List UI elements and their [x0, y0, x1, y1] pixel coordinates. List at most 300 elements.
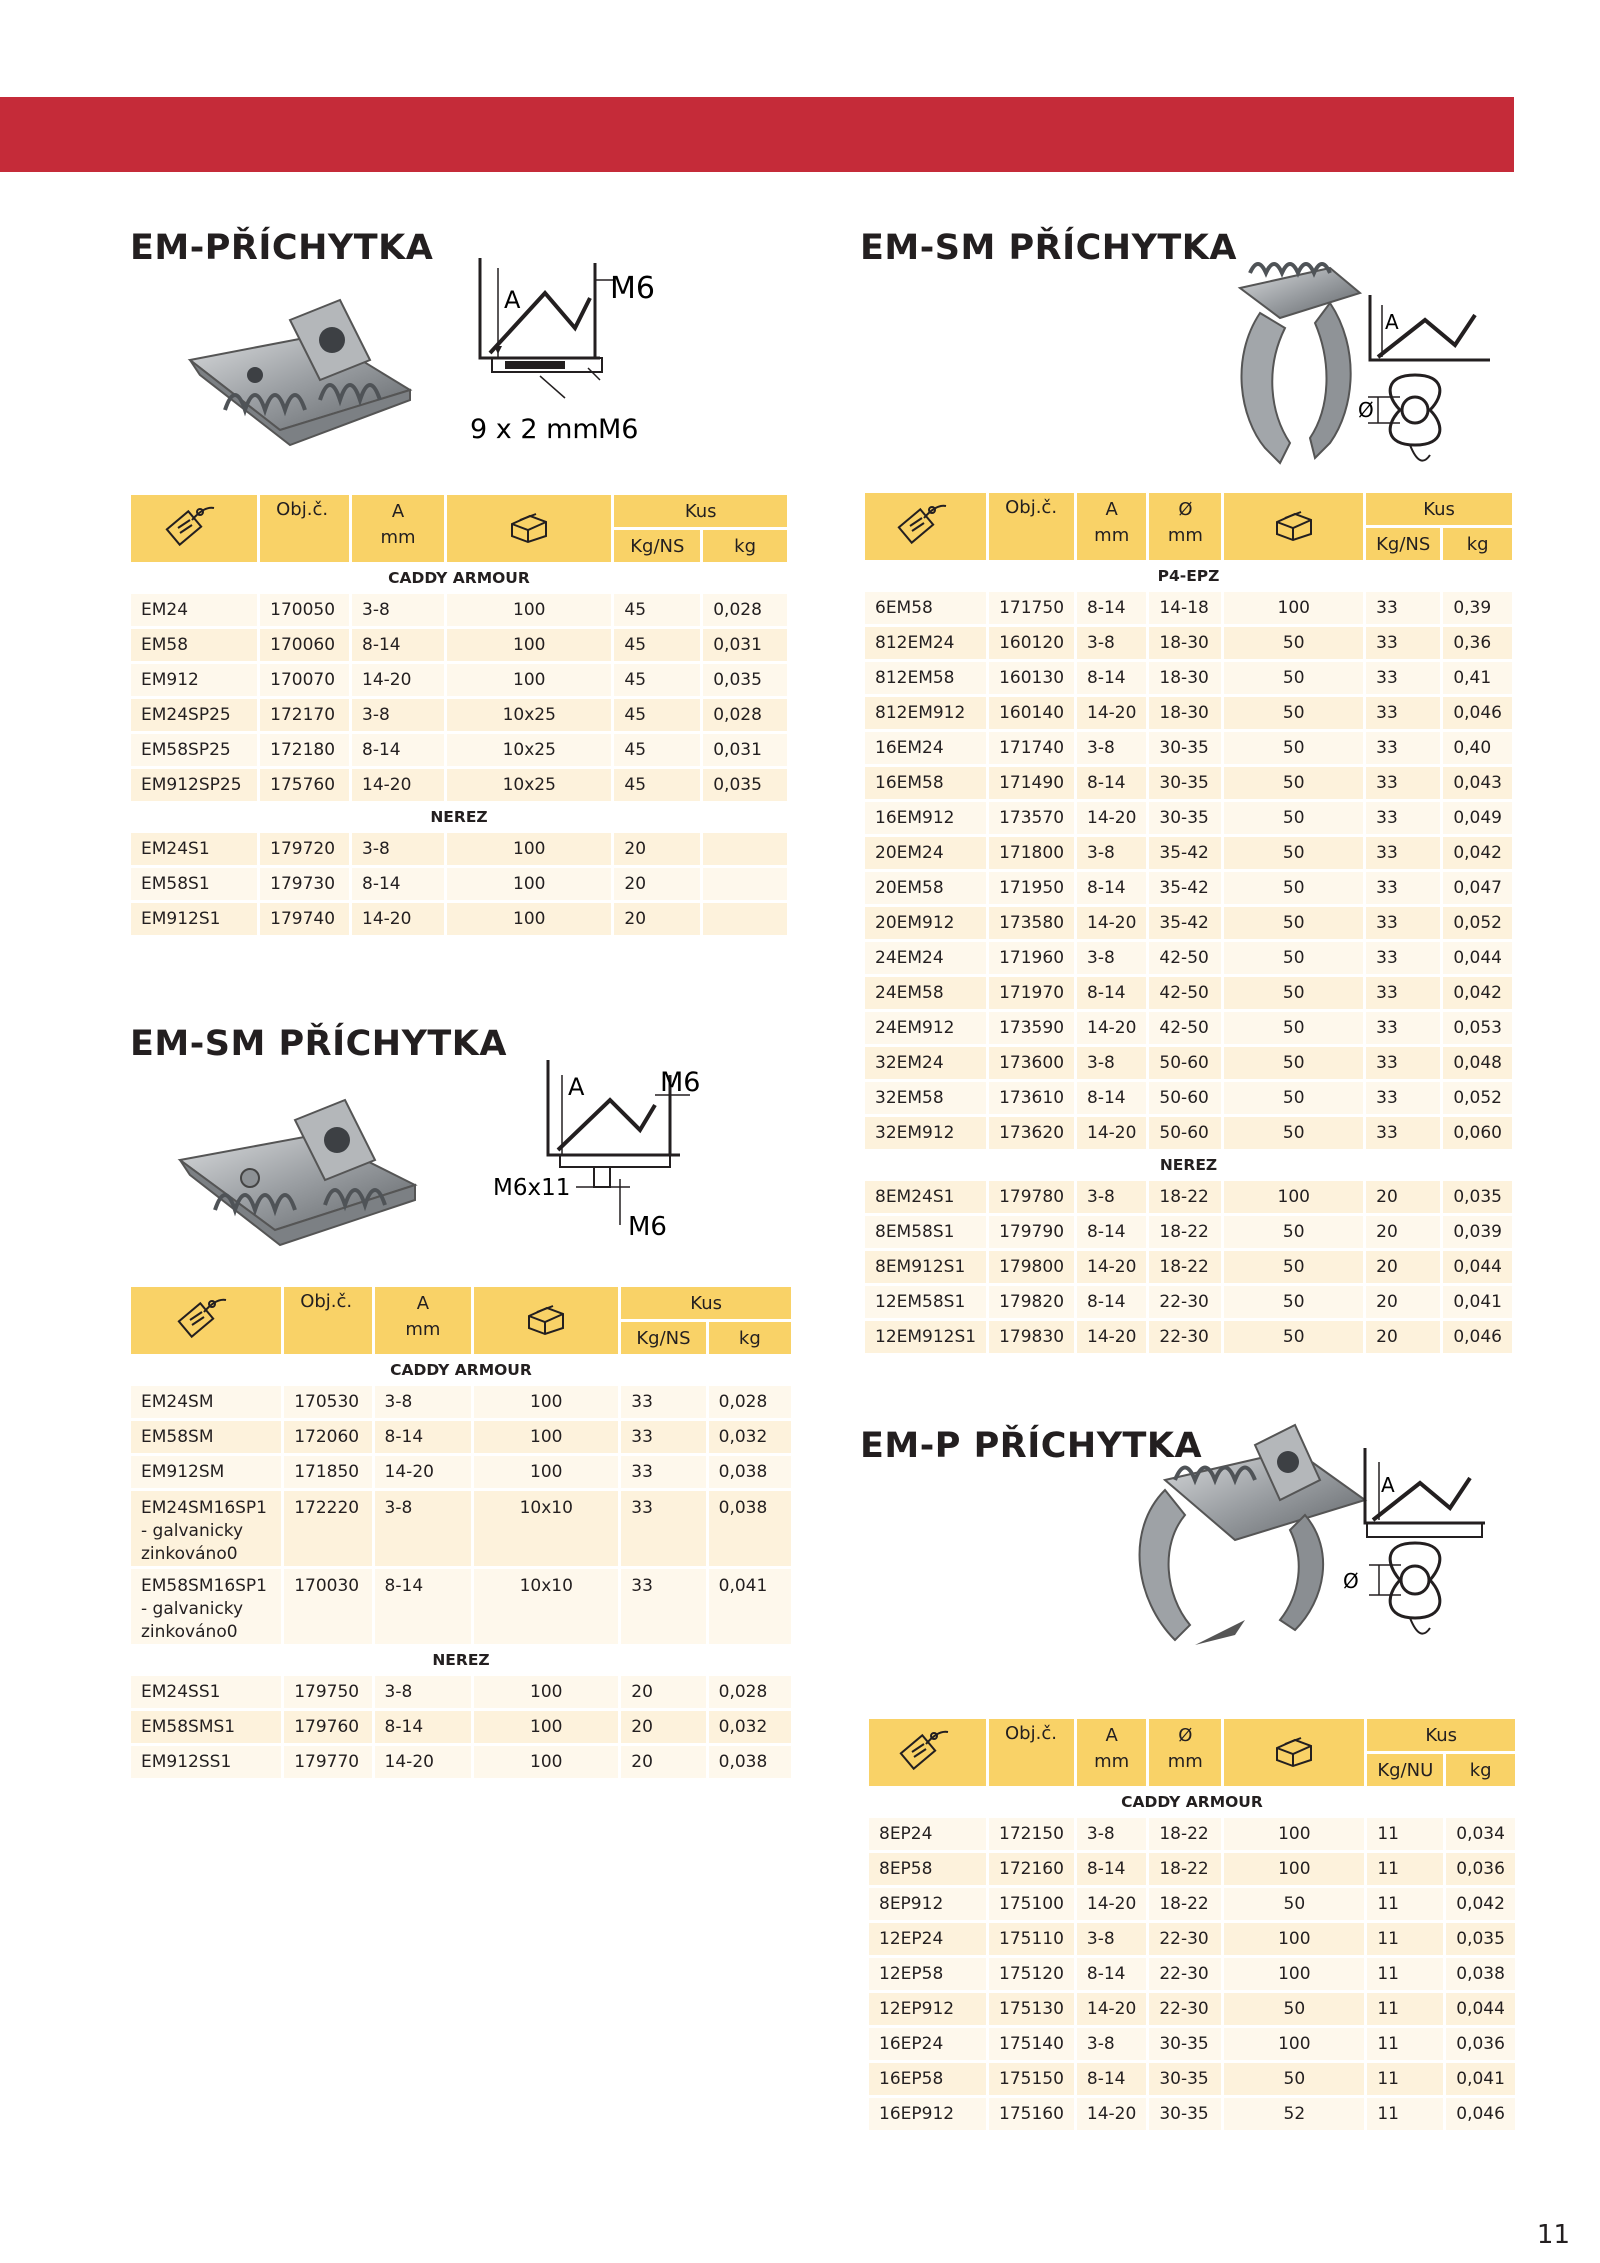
- table-row: [131, 1711, 791, 1743]
- table-cell: 179740: [260, 903, 349, 935]
- table-cell: 45: [614, 699, 700, 731]
- table-cell: 8-14: [1077, 1958, 1146, 1990]
- product-code-cell: EM912: [131, 664, 257, 696]
- table-cell: 50: [1224, 1251, 1363, 1283]
- table-cell: 11: [1367, 2063, 1443, 2095]
- col-obj: Obj.č.: [989, 493, 1074, 560]
- product-code-cell: EM58SM16SP1 - galvanicky zinkováno0: [131, 1569, 281, 1644]
- table-cell: 14-20: [1077, 1321, 1146, 1353]
- table-cell: 18-22: [1149, 1818, 1221, 1850]
- table-cell: 171970: [989, 977, 1074, 1009]
- table-cell: 50: [1224, 1888, 1364, 1920]
- table-row: [131, 1746, 791, 1778]
- product-code-cell: 24EM24: [865, 942, 986, 974]
- table-row: [865, 1321, 1512, 1353]
- table-cell: 3-8: [352, 594, 444, 626]
- table-cell: 0,038: [709, 1456, 791, 1488]
- product-code-cell: 32EM58: [865, 1082, 986, 1114]
- table-cell: 0,048: [1443, 1047, 1512, 1079]
- table-cell: 0,036: [1446, 1853, 1515, 1885]
- table-row: [865, 1181, 1512, 1213]
- tag-header-cell: [131, 1287, 281, 1354]
- product-code-cell: 812EM58: [865, 662, 986, 694]
- table-cell: 33: [1366, 1117, 1440, 1149]
- table-cell: 0,028: [709, 1676, 791, 1708]
- table-cell: 14-20: [1077, 802, 1146, 834]
- col-kus: Kus: [621, 1287, 791, 1319]
- table-cell: 18-22: [1149, 1216, 1221, 1248]
- product-code-cell: EM912S1: [131, 903, 257, 935]
- table-row: [865, 837, 1512, 869]
- table-cell: 0,042: [1446, 1888, 1515, 1920]
- table-cell: 14-20: [352, 664, 444, 696]
- product-code-cell: 12EM58S1: [865, 1286, 986, 1318]
- product-code-cell: EM58S1: [131, 868, 257, 900]
- product-code-cell: 16EM24: [865, 732, 986, 764]
- table-cell: 20: [1366, 1286, 1440, 1318]
- col-kg: kg: [1443, 528, 1512, 560]
- table-cell: 50: [1224, 767, 1363, 799]
- col-obj: Obj.č.: [260, 495, 349, 562]
- table-cell: 50-60: [1149, 1117, 1221, 1149]
- product-code-cell: 24EM58: [865, 977, 986, 1009]
- table-cell: 35-42: [1149, 907, 1221, 939]
- table-cell: 160120: [989, 627, 1074, 659]
- table-cell: 18-22: [1149, 1888, 1221, 1920]
- table-cell: 100: [474, 1746, 618, 1778]
- table-cell: 20: [1366, 1216, 1440, 1248]
- table-cell: 18-30: [1149, 662, 1221, 694]
- col-kg: kg: [709, 1322, 791, 1354]
- package-box-icon: [1271, 504, 1317, 544]
- svg-text:A: A: [504, 286, 521, 314]
- table-cell: 50: [1224, 1012, 1363, 1044]
- product-code-cell: 16EP912: [869, 2098, 986, 2130]
- svg-text:M6: M6: [610, 271, 655, 306]
- product-code-cell: 16EM58: [865, 767, 986, 799]
- table-cell: 8-14: [375, 1711, 472, 1743]
- col-a: A mm: [1077, 1719, 1146, 1786]
- table-cell: 33: [621, 1421, 705, 1453]
- table-cell: 172160: [989, 1853, 1074, 1885]
- table-cell: 179750: [284, 1676, 371, 1708]
- table-cell: 22-30: [1149, 1286, 1221, 1318]
- table-cell: 8-14: [375, 1421, 472, 1453]
- table-cell: 171490: [989, 767, 1074, 799]
- table-row: [869, 1958, 1515, 1990]
- table-cell: 3-8: [375, 1676, 472, 1708]
- table-cell: 10x25: [447, 699, 611, 731]
- product-code-cell: EM58: [131, 629, 257, 661]
- table-cell: 50: [1224, 977, 1363, 1009]
- table-cell: 0,41: [1443, 662, 1512, 694]
- table-row: [865, 1082, 1512, 1114]
- table-cell: 0,060: [1443, 1117, 1512, 1149]
- product-code-cell: EM24SS1: [131, 1676, 281, 1708]
- table-cell: 100: [447, 664, 611, 696]
- table-cell: 100: [1224, 1958, 1364, 1990]
- svg-text:A: A: [1385, 310, 1399, 334]
- table-cell: 179780: [989, 1181, 1074, 1213]
- table-cell: 10x10: [474, 1569, 618, 1644]
- table-cell: 33: [1366, 802, 1440, 834]
- table-cell: 11: [1367, 1853, 1443, 1885]
- table-cell: 0,044: [1443, 1251, 1512, 1283]
- table-cell: 0,035: [703, 664, 787, 696]
- table-cell: 0,046: [1446, 2098, 1515, 2130]
- table-cell: 11: [1367, 2098, 1443, 2130]
- table-cell: 0,038: [709, 1491, 791, 1566]
- product-code-cell: 20EM912: [865, 907, 986, 939]
- table-row: [131, 1421, 791, 1453]
- table-cell: 20: [621, 1676, 705, 1708]
- table-cell: 173600: [989, 1047, 1074, 1079]
- table-cell: 3-8: [1077, 1818, 1146, 1850]
- table-cell: 0,038: [709, 1746, 791, 1778]
- table-row: [131, 1676, 791, 1708]
- table-cell: 175100: [989, 1888, 1074, 1920]
- table-cell: 33: [621, 1386, 705, 1418]
- table-cell: 33: [1366, 732, 1440, 764]
- product-code-cell: 8EP912: [869, 1888, 986, 1920]
- table-cell: 50: [1224, 732, 1363, 764]
- col-obj: Obj.č.: [989, 1719, 1074, 1786]
- table-cell: 172170: [260, 699, 349, 731]
- table-cell: 0,40: [1443, 732, 1512, 764]
- table-cell: 172150: [989, 1818, 1074, 1850]
- table-cell: 0,052: [1443, 907, 1512, 939]
- col-a: A mm: [1077, 493, 1146, 560]
- table-cell: 20: [1366, 1251, 1440, 1283]
- price-tag-icon: [898, 1724, 958, 1776]
- table-cell: 50: [1224, 1117, 1363, 1149]
- col-obj: Obj.č.: [284, 1287, 371, 1354]
- table-row: [865, 1286, 1512, 1318]
- col-diameter: Ø mm: [1149, 493, 1221, 560]
- table-row: [865, 802, 1512, 834]
- table-cell: 50: [1224, 837, 1363, 869]
- table-cell: 0,042: [1443, 977, 1512, 1009]
- table-cell: 0,042: [1443, 837, 1512, 869]
- price-tag-icon: [896, 498, 956, 550]
- table-cell: 22-30: [1149, 1958, 1221, 1990]
- table-cell: 0,047: [1443, 872, 1512, 904]
- table-cell: 100: [447, 903, 611, 935]
- table-cell: 0,041: [1446, 2063, 1515, 2095]
- table-row: [865, 1047, 1512, 1079]
- table-cell: 11: [1367, 1923, 1443, 1955]
- table-cell: 18-22: [1149, 1181, 1221, 1213]
- tag-header-cell: [869, 1719, 986, 1786]
- table-cell: 173570: [989, 802, 1074, 834]
- table-cell: 10x10: [474, 1491, 618, 1566]
- table-cell: 11: [1367, 2028, 1443, 2060]
- table-cell: 33: [1366, 942, 1440, 974]
- product-code-cell: 8EP24: [869, 1818, 986, 1850]
- table-row: [131, 734, 787, 766]
- col-kgnu: Kg/NU: [1367, 1754, 1443, 1786]
- svg-text:A: A: [1381, 1473, 1395, 1497]
- table-cell: 175760: [260, 769, 349, 801]
- table-row: [869, 2028, 1515, 2060]
- product-code-cell: EM58SM: [131, 1421, 281, 1453]
- table-cell: 33: [1366, 977, 1440, 1009]
- table-cell: 100: [1224, 592, 1363, 624]
- table-cell: 0,036: [1446, 2028, 1515, 2060]
- table-cell: 20: [1366, 1321, 1440, 1353]
- table-cell: 8-14: [1077, 1286, 1146, 1318]
- em-sm-epz-clip-photo: [1220, 238, 1370, 478]
- section-title-em-p: EM-P PŘÍCHYTKA: [860, 1426, 1203, 1466]
- table-cell: 171800: [989, 837, 1074, 869]
- table-cell: 175120: [989, 1958, 1074, 1990]
- em-product-table: [128, 492, 790, 938]
- table-cell: 179790: [989, 1216, 1074, 1248]
- em-sm-clip-diagram: [490, 1055, 720, 1245]
- col-kgns: Kg/NS: [1366, 528, 1440, 560]
- table-cell: 50: [1224, 802, 1363, 834]
- table-cell: 173590: [989, 1012, 1074, 1044]
- section-title-em-sm-epz: EM-SM PŘÍCHYTKA: [860, 228, 1238, 268]
- box-header-cell: [1224, 1719, 1364, 1786]
- table-cell: 0,031: [703, 629, 787, 661]
- product-code-cell: 812EM24: [865, 627, 986, 659]
- table-cell: 50: [1224, 872, 1363, 904]
- table-cell: 173580: [989, 907, 1074, 939]
- section-label: NEREZ: [131, 804, 787, 830]
- table-cell: 100: [1224, 1181, 1363, 1213]
- table-cell: 0,044: [1443, 942, 1512, 974]
- table-cell: 45: [614, 664, 700, 696]
- table-cell: 0,038: [1446, 1958, 1515, 1990]
- table-cell: 173610: [989, 1082, 1074, 1114]
- product-code-cell: 12EM912S1: [865, 1321, 986, 1353]
- table-cell: 100: [474, 1456, 618, 1488]
- table-cell: 8-14: [375, 1569, 472, 1644]
- product-code-cell: 8EM912S1: [865, 1251, 986, 1283]
- table-row: [131, 664, 787, 696]
- table-cell: 0,035: [1443, 1181, 1512, 1213]
- table-cell: 14-18: [1149, 592, 1221, 624]
- tag-header-cell: [131, 495, 257, 562]
- table-cell: 3-8: [1077, 627, 1146, 659]
- table-row: [131, 1386, 791, 1418]
- table-cell: 100: [447, 868, 611, 900]
- col-kgns: Kg/NS: [614, 530, 700, 562]
- table-cell: 172060: [284, 1421, 371, 1453]
- table-cell: 100: [447, 594, 611, 626]
- table-cell: 33: [1366, 872, 1440, 904]
- table-row: [865, 697, 1512, 729]
- table-cell: 179730: [260, 868, 349, 900]
- table-cell: 171850: [284, 1456, 371, 1488]
- table-cell: 100: [447, 629, 611, 661]
- table-cell: 0,043: [1443, 767, 1512, 799]
- table-cell: 20: [614, 868, 700, 900]
- price-tag-icon: [176, 1292, 236, 1344]
- box-header-cell: [1224, 493, 1363, 560]
- table-cell: 100: [1224, 1818, 1364, 1850]
- table-cell: 30-35: [1149, 2028, 1221, 2060]
- em-clip-photo: [170, 280, 430, 475]
- table-cell: 20: [614, 833, 700, 865]
- table-cell: 11: [1367, 1888, 1443, 1920]
- table-cell: 170060: [260, 629, 349, 661]
- table-cell: 8-14: [1077, 592, 1146, 624]
- table-cell: 30-35: [1149, 2098, 1221, 2130]
- product-code-cell: 32EM24: [865, 1047, 986, 1079]
- table-cell: 175140: [989, 2028, 1074, 2060]
- table-cell: 8-14: [352, 629, 444, 661]
- product-code-cell: EM912SP25: [131, 769, 257, 801]
- table-cell: 18-30: [1149, 627, 1221, 659]
- table-row: [131, 769, 787, 801]
- table-cell: 172220: [284, 1491, 371, 1566]
- section-title-em: EM-PŘÍCHYTKA: [130, 228, 434, 268]
- table-cell: [703, 833, 787, 865]
- table-cell: 14-20: [1077, 1117, 1146, 1149]
- table-cell: 33: [1366, 697, 1440, 729]
- table-cell: 100: [474, 1711, 618, 1743]
- table-cell: 45: [614, 734, 700, 766]
- table-cell: 0,031: [703, 734, 787, 766]
- col-kus: Kus: [1366, 493, 1512, 525]
- table-cell: 3-8: [1077, 1047, 1146, 1079]
- table-cell: 30-35: [1149, 767, 1221, 799]
- table-cell: 170050: [260, 594, 349, 626]
- col-kus: Kus: [614, 495, 787, 527]
- table-cell: 14-20: [1077, 907, 1146, 939]
- table-row: [869, 1923, 1515, 1955]
- col-kus: Kus: [1367, 1719, 1515, 1751]
- table-cell: 100: [1224, 1923, 1364, 1955]
- table-cell: 170530: [284, 1386, 371, 1418]
- product-code-cell: EM912SS1: [131, 1746, 281, 1778]
- table-row: [131, 699, 787, 731]
- table-cell: 14-20: [352, 769, 444, 801]
- table-row: [869, 1888, 1515, 1920]
- table-cell: 10x25: [447, 769, 611, 801]
- table-cell: 8-14: [352, 734, 444, 766]
- table-cell: 20: [621, 1711, 705, 1743]
- table-cell: 18-30: [1149, 697, 1221, 729]
- table-row: [865, 592, 1512, 624]
- table-cell: 30-35: [1149, 2063, 1221, 2095]
- table-row: [131, 1491, 791, 1566]
- table-cell: 22-30: [1149, 1993, 1221, 2025]
- table-cell: 18-22: [1149, 1853, 1221, 1885]
- table-cell: 14-20: [1077, 1888, 1146, 1920]
- table-cell: 172180: [260, 734, 349, 766]
- table-row: [869, 2098, 1515, 2130]
- table-cell: [703, 903, 787, 935]
- table-cell: 0,041: [709, 1569, 791, 1644]
- table-cell: 42-50: [1149, 942, 1221, 974]
- table-cell: 179770: [284, 1746, 371, 1778]
- tag-header-cell: [865, 493, 986, 560]
- table-cell: 175110: [989, 1923, 1074, 1955]
- table-row: [131, 903, 787, 935]
- table-cell: 8-14: [1077, 977, 1146, 1009]
- table-cell: 0,035: [1446, 1923, 1515, 1955]
- col-kgns: Kg/NS: [621, 1322, 705, 1354]
- col-a: A mm: [352, 495, 444, 562]
- table-cell: 0,035: [703, 769, 787, 801]
- section-title-em-sm: EM-SM PŘÍCHYTKA: [130, 1024, 508, 1064]
- table-cell: 179800: [989, 1251, 1074, 1283]
- table-cell: 3-8: [375, 1491, 472, 1566]
- em-p-clip-diagram: [1335, 1448, 1510, 1658]
- em-sm-clip-photo: [165, 1090, 430, 1265]
- table-cell: 14-20: [375, 1456, 472, 1488]
- price-tag-icon: [164, 500, 224, 552]
- table-cell: 33: [1366, 907, 1440, 939]
- col-kg: kg: [1446, 1754, 1515, 1786]
- table-row: [865, 1012, 1512, 1044]
- table-cell: 171950: [989, 872, 1074, 904]
- em-clip-diagram: [470, 258, 665, 453]
- table-row: [131, 1456, 791, 1488]
- table-cell: 10x25: [447, 734, 611, 766]
- table-cell: 3-8: [1077, 1181, 1146, 1213]
- svg-text:A: A: [568, 1073, 585, 1101]
- product-code-cell: 12EP24: [869, 1923, 986, 1955]
- svg-text:M6: M6: [598, 414, 639, 445]
- table-cell: 175130: [989, 1993, 1074, 2025]
- table-cell: 8-14: [352, 868, 444, 900]
- table-cell: 0,039: [1443, 1216, 1512, 1248]
- page-number: 11: [1536, 2220, 1570, 2250]
- table-cell: 171750: [989, 592, 1074, 624]
- table-cell: 50: [1224, 907, 1363, 939]
- table-cell: 22-30: [1149, 1321, 1221, 1353]
- em-sm-epz-product-table: [862, 490, 1515, 1356]
- table-cell: 8-14: [1077, 872, 1146, 904]
- table-cell: 100: [447, 833, 611, 865]
- box-header-cell: [474, 1287, 618, 1354]
- svg-text:M6: M6: [660, 1067, 701, 1098]
- table-row: [865, 977, 1512, 1009]
- table-cell: 14-20: [1077, 2098, 1146, 2130]
- svg-text:Ø: Ø: [1343, 1569, 1359, 1593]
- table-cell: 42-50: [1149, 977, 1221, 1009]
- product-code-cell: EM24: [131, 594, 257, 626]
- table-cell: 0,028: [709, 1386, 791, 1418]
- table-cell: 0,36: [1443, 627, 1512, 659]
- table-cell: 50: [1224, 662, 1363, 694]
- product-code-cell: 8EM24S1: [865, 1181, 986, 1213]
- table-cell: 0,046: [1443, 1321, 1512, 1353]
- table-cell: 50: [1224, 942, 1363, 974]
- table-cell: 179830: [989, 1321, 1074, 1353]
- table-cell: 35-42: [1149, 837, 1221, 869]
- package-box-icon: [1271, 1730, 1317, 1770]
- table-cell: 0,053: [1443, 1012, 1512, 1044]
- table-row: [865, 907, 1512, 939]
- svg-text:9 x 2 mm: 9 x 2 mm: [470, 414, 599, 445]
- product-code-cell: EM24S1: [131, 833, 257, 865]
- table-cell: 14-20: [375, 1746, 472, 1778]
- product-code-cell: EM58SP25: [131, 734, 257, 766]
- table-cell: 52: [1224, 2098, 1364, 2130]
- section-label: CADDY ARMOUR: [869, 1789, 1515, 1815]
- col-kg: kg: [703, 530, 787, 562]
- table-cell: 0,028: [703, 594, 787, 626]
- em-sm-product-table: [128, 1284, 794, 1781]
- product-code-cell: 20EM24: [865, 837, 986, 869]
- table-cell: 33: [1366, 1012, 1440, 1044]
- table-cell: 33: [1366, 627, 1440, 659]
